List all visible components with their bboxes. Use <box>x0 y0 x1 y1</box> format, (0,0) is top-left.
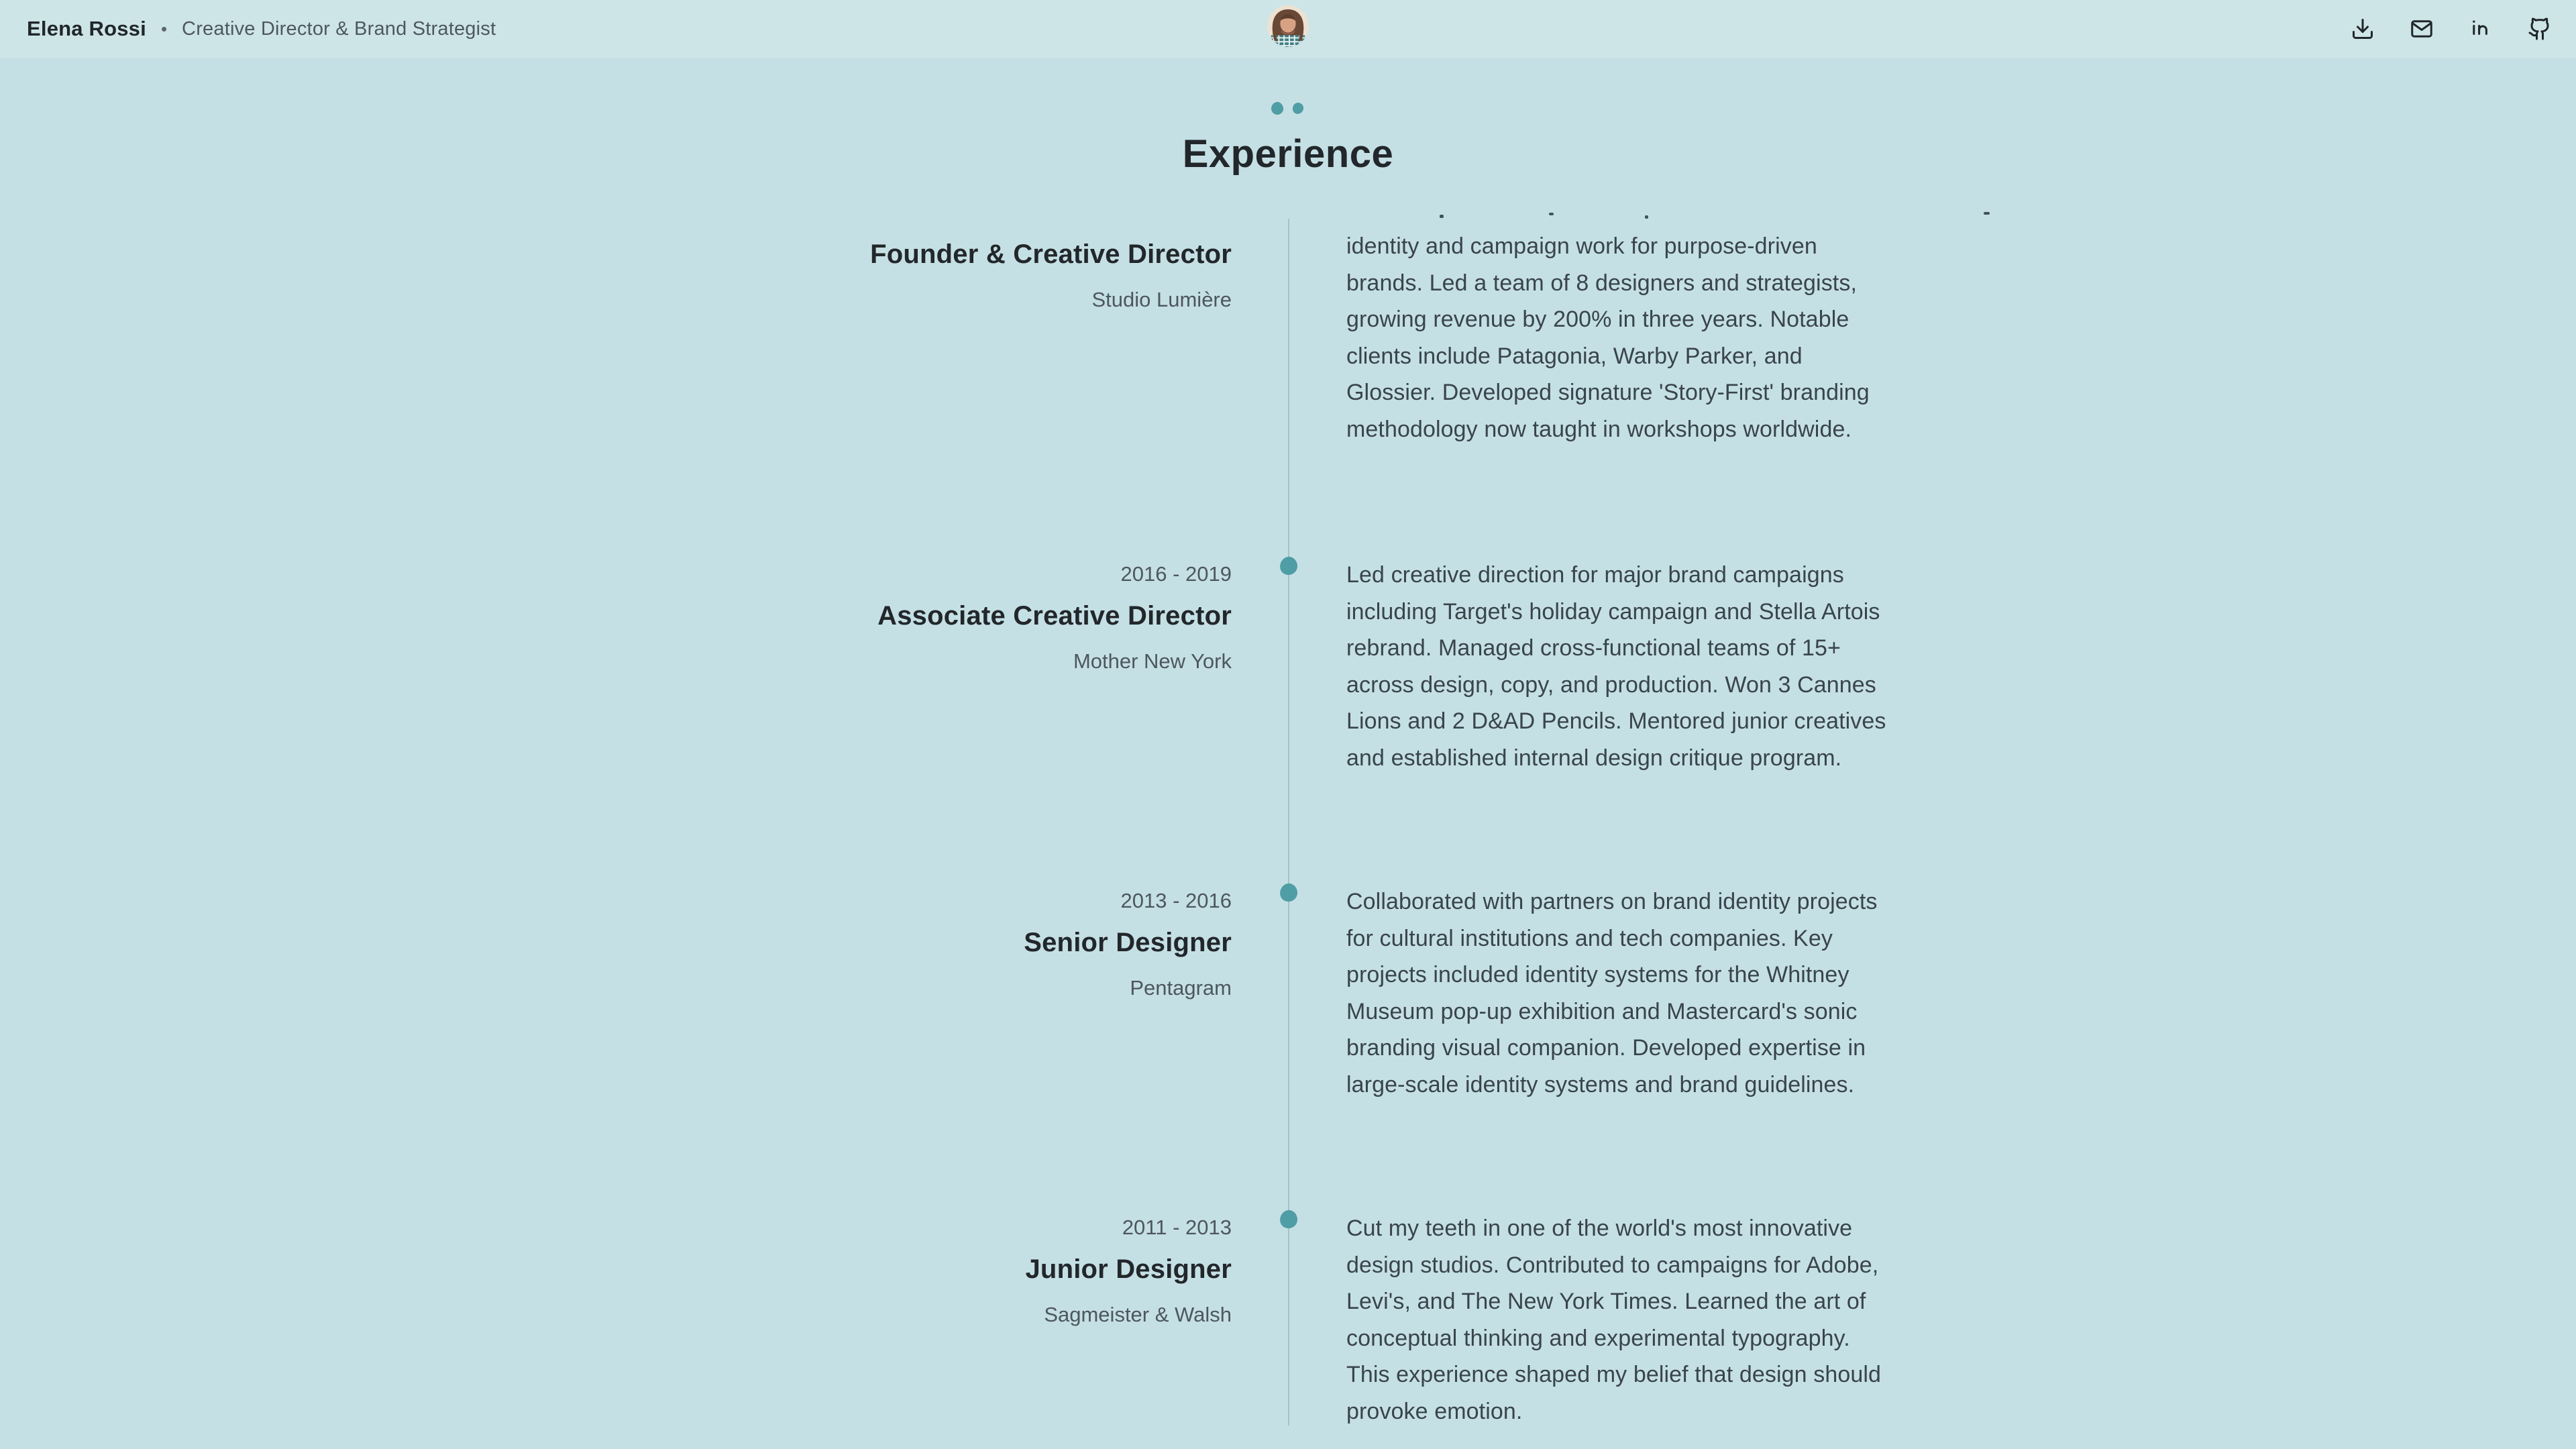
download-icon[interactable] <box>2351 17 2375 41</box>
job-title: Associate Creative Director <box>877 601 1232 631</box>
github-icon[interactable] <box>2528 17 2552 41</box>
avatar[interactable] <box>1267 5 1309 47</box>
job-description: Collaborated with partners on brand identity projects for cultural institutions and tech companies. Key projects included identity systems for the Whitney Museum pop-up exhibition and Mastercard's sonic branding visual companion. Developed expertise in large-scale identity systems and brand guidelines. <box>1346 889 1878 1097</box>
company-name: Pentagram <box>1130 976 1232 1000</box>
person-name: Elena Rossi <box>27 17 146 40</box>
experience-entry-meta <box>722 1214 1232 1328</box>
timeline-dot-icon <box>1279 556 1299 576</box>
linkedin-icon[interactable] <box>2469 17 2493 41</box>
experience-entry-meta <box>722 561 1232 675</box>
deco-dot-icon <box>1292 102 1305 115</box>
job-title: Founder & Creative Director <box>870 239 1232 269</box>
job-dates: 2016 - 2019 <box>1120 562 1232 586</box>
job-dates: 2011 - 2013 <box>1122 1216 1232 1239</box>
company-name: Studio Lumière <box>1091 288 1232 311</box>
job-dates: 2013 - 2016 <box>1120 889 1232 912</box>
job-title: Senior Designer <box>1024 928 1232 957</box>
timeline-dot-icon <box>1279 1210 1299 1230</box>
header-identity <box>27 17 496 41</box>
clipped-text-fragment <box>1984 212 1990 215</box>
clipped-text-fragment <box>1440 215 1444 218</box>
job-title: Junior Designer <box>1025 1254 1232 1284</box>
timeline-line <box>1288 219 1289 1426</box>
person-role: Creative Director & Brand Strategist <box>182 17 496 40</box>
section-deco-dots <box>0 101 2576 117</box>
timeline-dot-icon <box>1279 883 1299 903</box>
clipped-text-fragment <box>1645 215 1648 219</box>
separator-dot: • <box>160 18 168 39</box>
experience-entry-meta <box>722 888 1232 1002</box>
experience-entry-meta <box>722 238 1232 313</box>
company-name: Mother New York <box>1073 649 1232 673</box>
deco-dot-icon <box>1271 101 1284 115</box>
header-actions <box>2351 17 2552 41</box>
header-bar <box>0 0 2576 58</box>
mail-icon[interactable] <box>2410 17 2434 41</box>
page-title: Experience <box>1182 132 1394 176</box>
job-description: Led creative direction for major brand campaigns including Target's holiday campaign and Stella Artois rebrand. Managed cross-functional teams of 15+ across design, copy, and production. Won 3 Cannes Lions and 2 D&AD Pencils. Mentored junior creatives and established internal design critique program. <box>1346 562 1886 771</box>
company-name: Sagmeister & Walsh <box>1044 1303 1232 1326</box>
clipped-text-fragment <box>1549 213 1554 215</box>
avatar-illustration <box>1267 5 1309 47</box>
job-description: Cut my teeth in one of the world's most innovative design studios. Contributed to campaigns for Adobe, Levi's, and The New York Times. Learned the art of conceptual thinking and experimental typography. This experience shaped my belief that design should provoke emotion. <box>1346 1216 1882 1424</box>
job-description: identity and campaign work for purpose-driven brands. Led a team of 8 designers and strategists, growing revenue by 200% in three years. Notable clients include Patagonia, Warby Parker, and Glossier. Developed signature 'Story-First' branding methodology now taught in workshops worldwide. <box>1346 233 1870 442</box>
